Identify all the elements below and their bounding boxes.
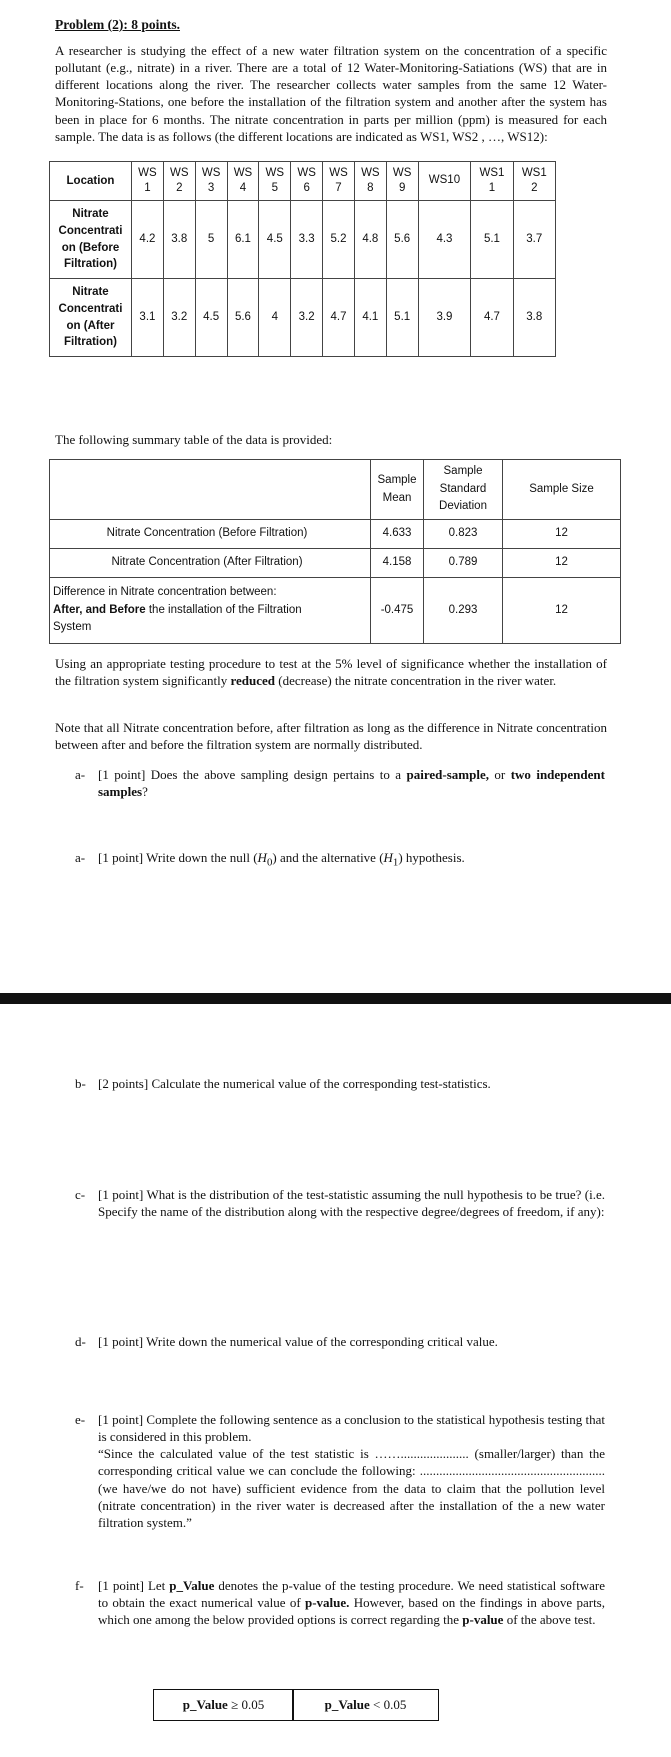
row-label-before: Nitrate Concentrati on (Before Filtration) [50, 201, 132, 279]
option-pvalue-lt[interactable]: p_Value < 0.05 [292, 1689, 439, 1721]
summary-sd: 0.789 [424, 549, 503, 578]
summary-size: 12 [503, 549, 621, 578]
before-filtration-row [50, 201, 556, 279]
station-header: WS 4 [227, 162, 259, 201]
cell-value: 3.2 [163, 279, 195, 357]
station-header: WS 9 [386, 162, 418, 201]
cell-value: 4.7 [471, 279, 513, 357]
cell-value: 4 [259, 279, 291, 357]
summary-mean: 4.633 [371, 520, 424, 549]
cell-value: 4.5 [259, 201, 291, 279]
question-a-hypothesis: a- [1 point] Write down the null $(H_0)$ and the alternative $(H_1)$ hypothesis. [75, 850, 465, 869]
cell-value: 3.8 [513, 279, 555, 357]
cell-value: 4.2 [132, 201, 164, 279]
task-statement: Using an appropriate testing procedure to test at the 5% level of significance whether the installation of the filtration system significantly reduced (decrease) the nitrate concentration in the river water. [55, 656, 607, 689]
station-header: WS 2 [163, 162, 195, 201]
row-label-after: Nitrate Concentrati on (After Filtration) [50, 279, 132, 357]
summary-table [49, 459, 621, 644]
station-header: WS 3 [195, 162, 227, 201]
cell-value: 3.1 [132, 279, 164, 357]
question-e: e- [1 point] Complete the following sentence as a conclusion to the statistical hypothesis testing that is considered in this problem. “Since the calculated value of the test statistic is ……..................... (smaller/larger) than the corresponding critical value we can conclude the following: ......................................................... (we have/we do not have) sufficient evidence from the data to claim that the pollution level (nitrate concentration) in the river water is decreased after the installation of the a new water filtration system.” [75, 1412, 605, 1530]
summary-sd: 0.293 [424, 578, 503, 644]
summary-sd: 0.823 [424, 520, 503, 549]
question-f: f- [1 point] Let p_Value denotes the p-value of the testing procedure. We need statistical software to obtain the exact numerical value of p-value. However, based on the findings in above parts, which one among the below provided options is correct regarding the p-value of the above test. [75, 1578, 605, 1628]
problem-intro: A researcher is studying the effect of a new water filtration system on the concentration of a specific pollutant (e.g., nitrate) in a river. There are a total of 12 Water-Monitoring-Satiations (WS) that are in different locations along the river. The researcher collects water samples from the same 12 Water-Monitoring-Stations, one before the installation of the filtration system and another after the system has been in place for 6 months. The nitrate concentration in parts per million (ppm) is measured for each sample. The data is as follows (the different locations are indicated as WS1, WS2 , …, WS12): [55, 43, 607, 144]
summary-label: Nitrate Concentration (Before Filtration) [50, 520, 371, 549]
station-header: WS 8 [354, 162, 386, 201]
sd-header: Sample Standard Deviation [424, 460, 503, 520]
station-header: WS1 1 [471, 162, 513, 201]
location-data-table [49, 161, 556, 357]
location-header: Location [50, 162, 132, 201]
cell-value: 4.5 [195, 279, 227, 357]
question-d: d- [1 point] Write down the numerical value of the corresponding critical value. [75, 1334, 498, 1349]
summary-mean: -0.475 [371, 578, 424, 644]
question-a-design: a- [1 point] Does the above sampling design pertains to a paired-sample, or two independent samples? [75, 767, 605, 800]
summary-size: 12 [503, 578, 621, 644]
cell-value: 5.1 [471, 201, 513, 279]
station-header: WS 7 [323, 162, 355, 201]
summary-row-difference [50, 578, 621, 644]
summary-header-blank [50, 460, 371, 520]
cell-value: 3.2 [291, 279, 323, 357]
summary-mean: 4.158 [371, 549, 424, 578]
cell-value: 6.1 [227, 201, 259, 279]
location-header-row [50, 162, 556, 201]
mean-header: Sample Mean [371, 460, 424, 520]
cell-value: 5 [195, 201, 227, 279]
summary-intro: The following summary table of the data is provided: [55, 432, 333, 447]
station-header: WS10 [418, 162, 471, 201]
cell-value: 4.3 [418, 201, 471, 279]
page-divider [0, 993, 671, 1004]
after-filtration-row [50, 279, 556, 357]
cell-value: 4.1 [354, 279, 386, 357]
summary-header-row [50, 460, 621, 520]
cell-value: 5.6 [227, 279, 259, 357]
summary-row-before [50, 520, 621, 549]
summary-row-after [50, 549, 621, 578]
question-b: b- [2 points] Calculate the numerical value of the corresponding test-statistics. [75, 1076, 491, 1091]
size-header: Sample Size [503, 460, 621, 520]
problem-title: Problem (2): 8 points. [55, 17, 180, 32]
cell-value: 4.8 [354, 201, 386, 279]
normality-note: Note that all Nitrate concentration before, after filtration as long as the difference in Nitrate concentration between after and before the filtration system are normally distributed. [55, 720, 607, 753]
cell-value: 5.1 [386, 279, 418, 357]
summary-size: 12 [503, 520, 621, 549]
cell-value: 4.7 [323, 279, 355, 357]
cell-value: 5.6 [386, 201, 418, 279]
option-pvalue-ge[interactable]: p_Value ≥ 0.05 [153, 1689, 294, 1721]
difference-label: Difference in Nitrate concentration between: After, and Before the installation of the Filtration System [50, 578, 371, 644]
cell-value: 3.8 [163, 201, 195, 279]
station-header: WS 5 [259, 162, 291, 201]
cell-value: 3.7 [513, 201, 555, 279]
station-header: WS 1 [132, 162, 164, 201]
cell-value: 3.3 [291, 201, 323, 279]
station-header: WS 6 [291, 162, 323, 201]
cell-value: 5.2 [323, 201, 355, 279]
cell-value: 3.9 [418, 279, 471, 357]
question-c: c- [1 point] What is the distribution of the test-statistic assuming the null hypothesis to be true? (i.e. Specify the name of the distribution along with the respective degree/degrees of freedom, if any): [75, 1187, 605, 1220]
summary-label: Nitrate Concentration (After Filtration) [50, 549, 371, 578]
station-header: WS1 2 [513, 162, 555, 201]
